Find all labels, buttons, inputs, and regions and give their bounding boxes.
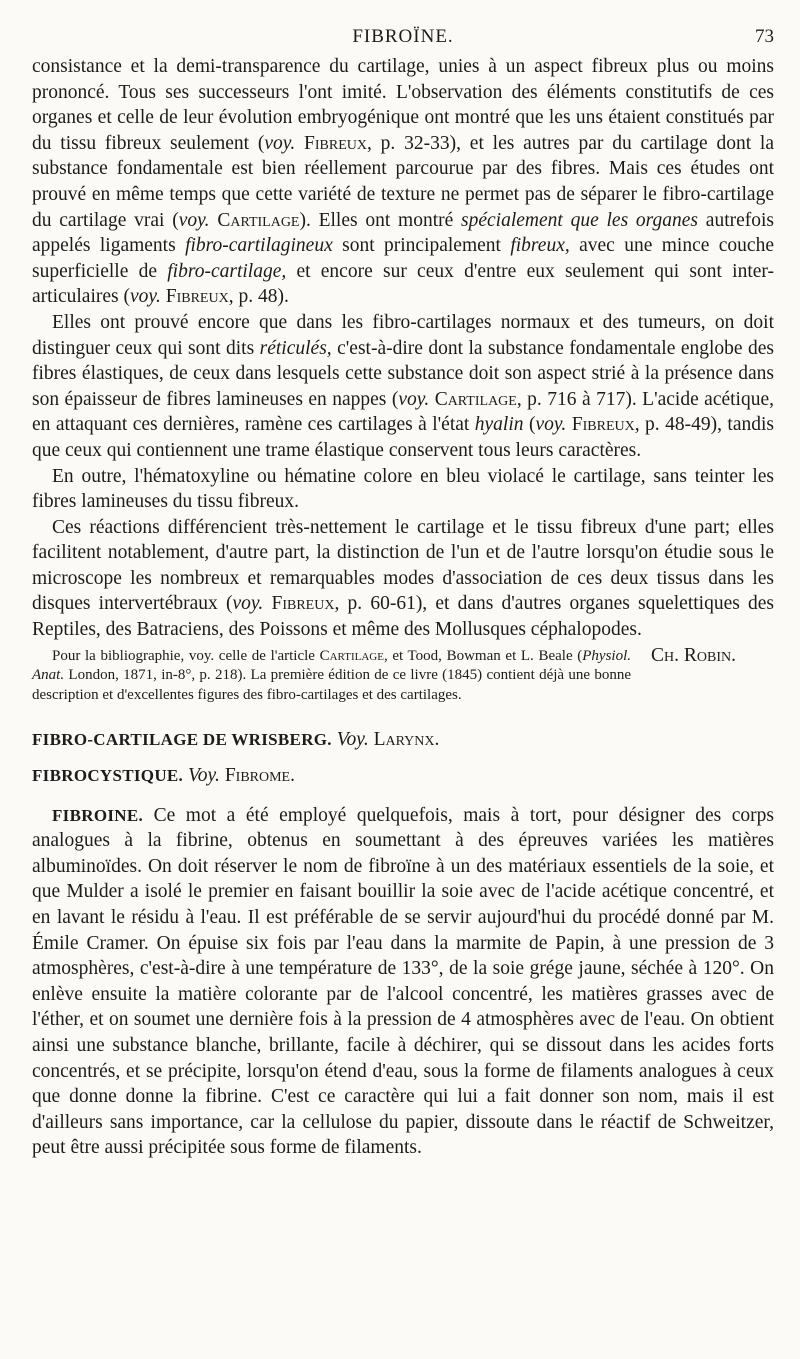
paragraph-hematoxyline: En outre, l'hématoxyline ou hématine colore en bleu violacé le cartilage, sans teinter les fibres lamineuses du tissu fibreux. — [32, 465, 774, 513]
running-title: FIBROÏNE. — [352, 26, 454, 47]
entry-heading: FIBROINE. — [52, 805, 144, 825]
bibliography-note: Pour la bibliographie, voy. celle de l'article Cartilage, et Tood, Bowman et L. Beale (Physiol. Anat. London, 1871, in-8°, p. 218). La première édition de ce livre (1845) contient déjà une bonne description et d'excellentes figures des fibro-cartilages et des cartilages. — [32, 647, 632, 703]
author-signature: Ch. Robin. — [651, 644, 736, 666]
paragraph-reactions: Ces réactions différencient très-nettement le cartilage et le tissu fibreux d'une part; elles facilitent notablement, d'autre part, la distinction de l'un et de l'autre lorsqu'on étudie sous le microscope les nombreux et remarquables modes d'association de ces deux tissus dans les disques intervertébraux (voy. Fibreux, p. 60-61), et dans d'autres organes squelettiques des Reptiles, des Batraciens, des Poissons et même des Mollusques céphalopodes. Ch. Robin. — [32, 515, 774, 643]
entry-fibrocystique: FIBROCYSTIQUE. Voy. Fibrome. — [32, 765, 295, 787]
entry-wrisberg: FIBRO-CARTILAGE DE WRISBERG. Voy. Larynx. — [32, 729, 440, 751]
paragraph-continuation: consistance et la demi-transparence du cartilage, unies à un aspect fibreux plus ou moins prononcé. Tous ses successeurs l'ont imité. L'observation des éléments constitutifs de ces organes et celle de leur évolution embryogénique ont montré que les uns étaient constitués par du tissu fibreux seulement (voy. Fibreux, p. 32-33), et les autres par du cartilage dont la substance fondamentale est bien réellement parcourue par des fibres. Mais ces études ont prouvé en même temps que cette variété de texture ne permet pas de séparer le fibro-cartilage du cartilage vrai (voy. Cartilage). Elles ont montré spécialement que les organes autrefois appelés ligaments fibro-cartilagineux sont principalement fibreux, avec une mince couche superficielle de fibro-cartilage, et encore sur ceux d'entre eux seulement qui sont inter-articulaires (voy. Fibreux, p. 48). — [32, 56, 775, 308]
entry-heading: FIBRO-CARTILAGE DE WRISBERG. — [32, 730, 332, 750]
running-header — [32, 26, 774, 52]
page-number: 73 — [755, 26, 774, 47]
entry-heading: FIBROCYSTIQUE. — [32, 766, 184, 786]
entry-fibroine: FIBROINE. Ce mot a été employé quelquefois, mais à tort, pour désigner des corps analogues à la fibrine, obtenus en soumettant à des épreuves variées les matières albuminoïdes. On doit réserver le nom de fibroïne à un des matériaux essentiels de la soie, et que Mulder a isolé le premier en faisant bouillir la soie avec de l'acide acétique concentré, et en lavant le résidu à l'eau. Il est préférable de se servir aujourd'hui du procédé donné par M. Émile Cramer. On épuise six fois par l'eau dans la marmite de Papin, à une pression de 3 atmosphères, c'est-à-dire à une température de 133°, de la soie grége jaune, séchée à 120°. On enlève ensuite la matière colorante par de l'alcool concentré, les matières grasses avec de l'éther, et on soumet une dernière fois à la pression de 4 atmosphères avec de l'eau. On obtient ainsi une substance blanche, brillante, facile à déchirer, qui se dissout dans les acides forts concentrés, et se précipite, lorsqu'on étend d'eau, sous la forme de filaments analogues à ceux que donne donne la fibrine. C'est ce caractère qui lui a fait donner son nom, mais il est d'ailleurs sans importance, car la cellulose du papier, dissoute dans le réactif de Schweitzer, peut être aussi précipitée sous forme de filaments. — [32, 804, 774, 1159]
page-body — [32, 54, 774, 1161]
paragraph-reticules: Elles ont prouvé encore que dans les fibro-cartilages normaux et des tumeurs, on doit distinguer ceux qui sont dits réticulés, c'est-à-dire dont la substance fondamentale englobe des fibres élastiques, de ceux dans lesquels cette substance doit son aspect strié à la présence dans son épaisseur de fibres lamineuses en nappes (voy. Cartilage, p. 716 à 717). L'acide acétique, en attaquant ces dernières, ramène ces cartilages à l'état hyalin (voy. Fibreux, p. 48-49), tandis que ceux qui contiennent une trame élastique conservent tous leurs caractères. — [32, 311, 775, 461]
